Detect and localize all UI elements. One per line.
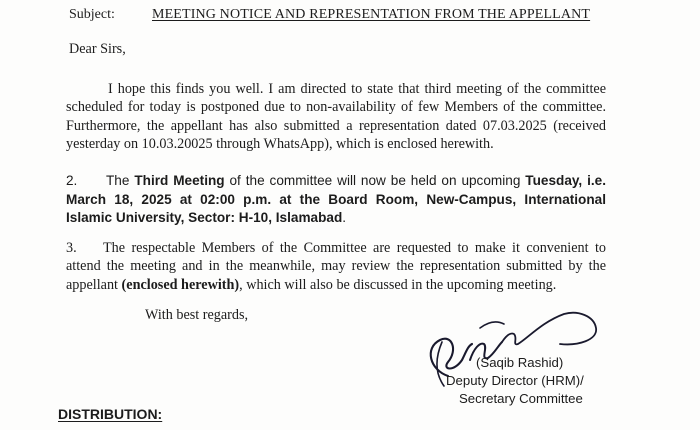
paragraph-3-number: 3. — [66, 240, 77, 256]
paragraph-3-text-2: , which will also be discussed in the upcoming meeting. — [239, 276, 557, 293]
paragraph-2-text-2: of the committee will now be held on upcoming — [224, 173, 526, 188]
signatory-role: Secretary Committee — [459, 391, 583, 406]
salutation: Dear Sirs, — [69, 41, 126, 57]
paragraph-1-text: I hope this finds you well. I am directed to state that third meeting of the committee scheduled for today is postponed due to non-availability of few Members of the committee. Furthermore, the appellant has also submitted a representation dated 07.03.2025 (received yesterday on 10.03.20025 through WhatsApp), which is enclosed herewith. — [66, 81, 606, 153]
closing-regards: With best regards, — [145, 307, 249, 323]
paragraph-3 — [66, 239, 606, 294]
signatory-title: Deputy Director (HRM)/ — [446, 373, 584, 388]
paragraph-2 — [66, 172, 606, 228]
subject-label: Subject: — [69, 7, 115, 22]
paragraph-1 — [66, 80, 606, 154]
paragraph-3-bold-enclosed: (enclosed herewith) — [121, 276, 240, 293]
paragraph-3-text-1: The respectable Members of the Committee are requested to make it convenient to attend the meeting and in the meanwhile, may review the representation submitted by the appellant — [66, 240, 606, 293]
subject-heading: MEETING NOTICE AND REPRESENTATION FROM THE APPELLANT — [152, 7, 591, 22]
paragraph-2-text-1: The — [106, 173, 135, 188]
paragraph-2-text-3: . — [342, 210, 347, 226]
signatory-name: (Saqib Rashid) — [476, 355, 564, 370]
paragraph-2-bold-meeting: Third Meeting — [134, 173, 225, 188]
distribution-heading: DISTRIBUTION: — [58, 406, 163, 422]
paragraph-2-number: 2. — [66, 173, 78, 188]
paragraph-2-bold-schedule: Tuesday, i.e. March 18, 2025 at 02:00 p.m. at the Board Room, New-Campus, International Islamic University, Sector: H-10, Islamabad — [66, 173, 607, 226]
